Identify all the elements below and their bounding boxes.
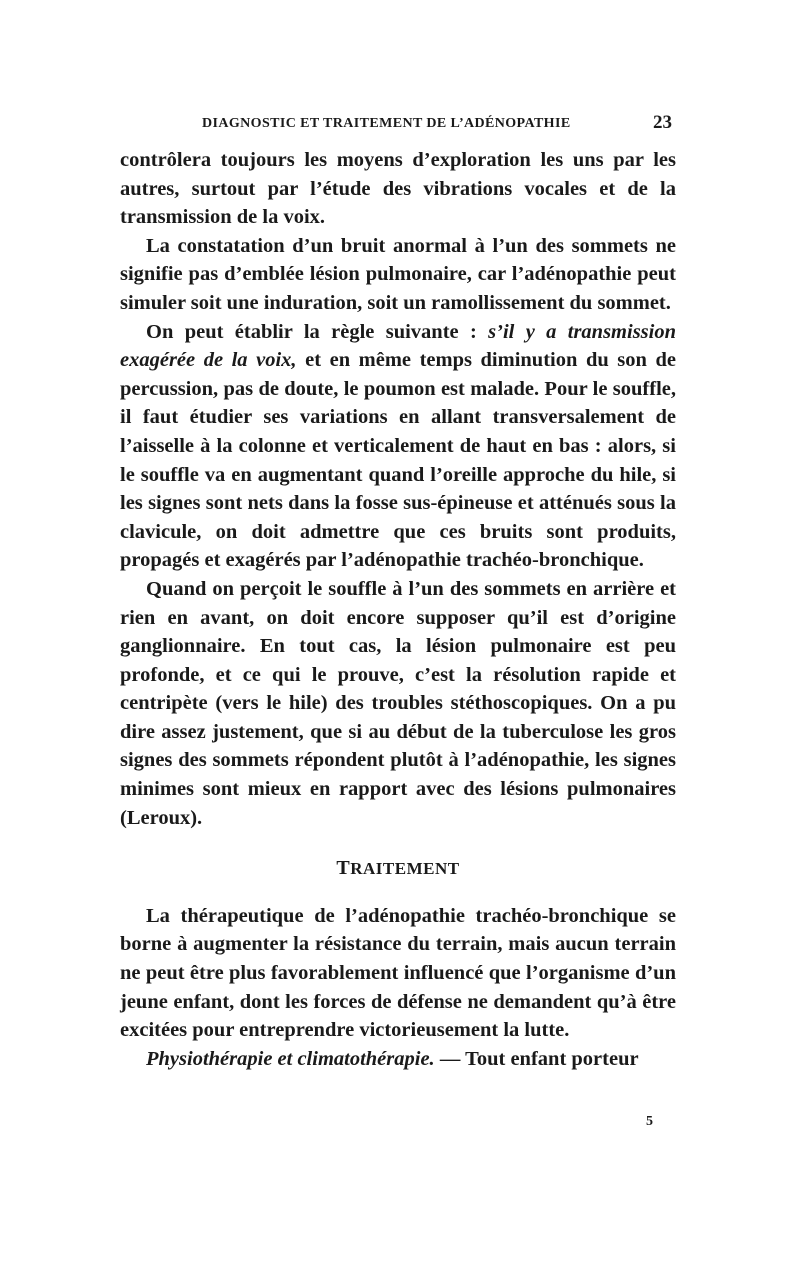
heading-rest: RAITEMENT (350, 859, 460, 879)
physiotherapie-rest: — Tout enfant porteur (434, 1047, 639, 1070)
section-heading-traitement (120, 854, 676, 884)
body-text (120, 146, 676, 1073)
regle-rest: et en même temps diminution du son de percussion, pas de doute, le poumon est malade. Pour le souffle, il faut étudier ses variations en allant transversalement de l’aisselle à la colonne et verticalement de haut en bas : alors, si le souffle va en augmentant quand l’oreille approche du hile, si les signes sont nets dans la fosse sus-épineuse et atténués sous la clavicule, on doit admettre que ces bruits sont produits, propagés et exagérés par l’adénopathie trachéo-bronchique. (120, 349, 677, 572)
paragraph-physiotherapie (120, 1045, 676, 1074)
running-title: DIAGNOSTIC ET TRAITEMENT DE L’ADÉNOPATHIE (202, 116, 571, 131)
paragraph-therapeutique: La thérapeutique de l’adénopathie trachéo-bronchique se borne à augmenter la résistance du terrain, mais aucun terrain ne peut être plus favorablement influencé que l’organisme d’un jeune enfant, dont les forces de défense ne demandent qu’à être excitées pour entreprendre victorieusement la lutte. (120, 904, 676, 1042)
paragraph-sommet: La constatation d’un bruit anormal à l’un des sommets ne signifie pas d’emblée lésion pulmonaire, car l’adénopathie peut simuler soit une induration, soit un ramollissement du sommet. (120, 234, 676, 314)
heading-initial: T (336, 857, 351, 880)
page-header (120, 114, 676, 138)
paragraph-continuation: contrôlera toujours les moyens d’exploration les uns par les autres, surtout par l’étude des vibrations vocales et de la transmission de la voix. (120, 149, 676, 229)
paragraph-regle (120, 318, 676, 575)
paragraph-souffle: Quand on perçoit le souffle à l’un des sommets en arrière et rien en avant, on doit encore supposer qu’il est d’origine ganglionnaire. En tout cas, la lésion pulmonaire est peu profonde, et ce qui le prouve, c’est la résolution rapide et centripète (vers le hile) des troubles stéthoscopiques. On a pu dire assez justement, que si au début de la tuberculose les gros signes des sommets répondent plutôt à l’adénopathie, les signes minimes sont mieux en rapport avec des lésions pulmonaires (Leroux). (120, 577, 676, 829)
page-number: 23 (653, 112, 672, 133)
regle-intro: On peut établir la règle suivante : (146, 320, 489, 343)
signature-mark: 5 (646, 1114, 653, 1129)
physiotherapie-italic: Physiothérapie et climatothérapie. (146, 1047, 435, 1070)
regle-italic: s’il y a transmission exagérée de la voix, (120, 320, 677, 372)
